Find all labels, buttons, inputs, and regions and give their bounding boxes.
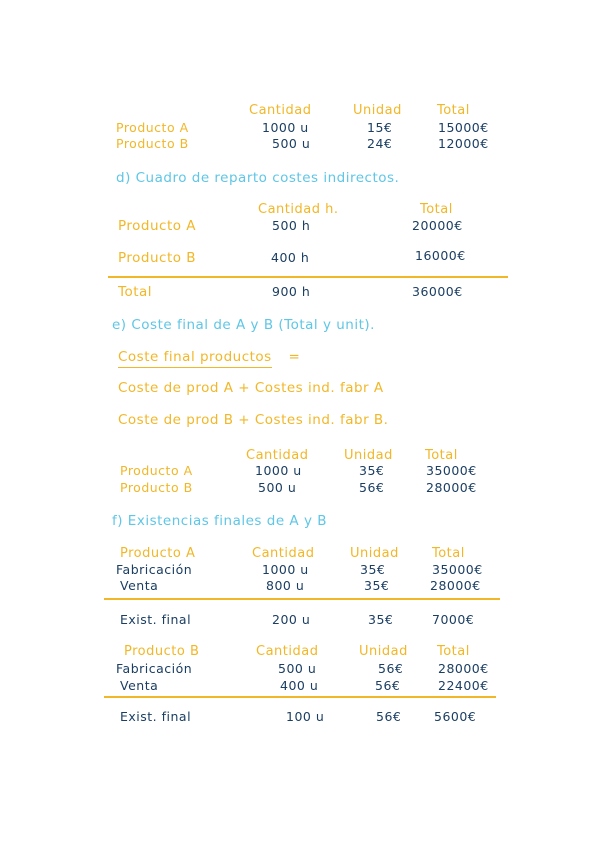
row-label: Producto B: [120, 480, 193, 495]
col-header-unidad: Unidad: [344, 448, 393, 463]
row-label: Producto A: [120, 463, 193, 478]
section-title-f: f) Existencias finales de A y B: [112, 513, 327, 529]
cell-total: 15000€: [438, 120, 489, 135]
col-header-total: Total: [437, 644, 470, 659]
cell-unidad: 35€: [368, 612, 394, 627]
cell-unidad: 35€: [359, 463, 385, 478]
col-header-cantidad: Cantidad: [246, 448, 309, 463]
section-title-d: d) Cuadro de reparto costes indirectos.: [116, 170, 400, 186]
col-header-total: Total: [425, 448, 458, 463]
cell-total: 16000€: [415, 248, 466, 263]
cell-cantidad: 1000 u: [255, 463, 302, 478]
row-label: Fabricación: [116, 562, 193, 577]
col-header-total: Total: [432, 546, 465, 561]
cell-total: 7000€: [432, 612, 475, 627]
exist-final-label: Exist. final: [120, 709, 192, 724]
cell-unidad: 35€: [360, 562, 386, 577]
cell-cantidad: 900 h: [272, 284, 311, 299]
product-a-divider: [104, 598, 500, 600]
product-b-header: Producto B: [124, 644, 200, 659]
formula-a: Coste de prod A + Costes ind. fabr A: [118, 380, 384, 396]
cell-cantidad: 400 u: [280, 678, 319, 693]
row-label: Fabricación: [116, 661, 193, 676]
exist-final-label: Exist. final: [120, 612, 192, 627]
cell-cantidad: 200 u: [272, 612, 311, 627]
cell-total: 28000€: [430, 578, 481, 593]
cell-total: 28000€: [426, 480, 477, 495]
cell-unidad: 24€: [367, 136, 393, 151]
cell-cantidad: 1000 u: [262, 120, 309, 135]
cell-total: 12000€: [438, 136, 489, 151]
row-label: Venta: [120, 678, 159, 693]
row-label: Venta: [120, 578, 159, 593]
cell-cantidad: 1000 u: [262, 562, 309, 577]
row-label: Producto B: [116, 136, 189, 151]
col-header-cantidad: Cantidad: [249, 103, 312, 118]
product-b-divider: [104, 696, 496, 698]
cell-total: 35000€: [426, 463, 477, 478]
col-header-unidad: Unidad: [353, 103, 402, 118]
col-header-cantidad-h: Cantidad h.: [258, 202, 339, 217]
col-header-cantidad: Cantidad: [252, 546, 315, 561]
formula-b: Coste de prod B + Costes ind. fabr B.: [118, 412, 389, 428]
cell-total: 5600€: [434, 709, 477, 724]
cell-unidad: 35€: [364, 578, 390, 593]
row-label: Producto A: [116, 120, 189, 135]
cell-unidad: 56€: [376, 709, 402, 724]
cell-cantidad: 500 u: [272, 136, 311, 151]
col-header-total: Total: [420, 202, 453, 217]
cell-cantidad: 500 h: [272, 218, 311, 233]
col-header-total: Total: [437, 103, 470, 118]
cell-total: 28000€: [438, 661, 489, 676]
section-title-e: e) Coste final de A y B (Total y unit).: [112, 317, 375, 333]
cell-cantidad: 400 h: [271, 250, 310, 265]
total-label: Total: [118, 284, 153, 300]
cell-cantidad: 100 u: [286, 709, 325, 724]
row-label: Producto B: [118, 250, 197, 266]
cell-cantidad: 800 u: [266, 578, 305, 593]
cell-unidad: 56€: [359, 480, 385, 495]
col-header-unidad: Unidad: [350, 546, 399, 561]
product-a-header: Producto A: [120, 546, 196, 561]
cell-total: 22400€: [438, 678, 489, 693]
cell-unidad: 56€: [375, 678, 401, 693]
cell-cantidad: 500 u: [258, 480, 297, 495]
cell-total: 20000€: [412, 218, 463, 233]
equals-sign: =: [288, 349, 301, 365]
col-header-cantidad: Cantidad: [256, 644, 319, 659]
col-header-unidad: Unidad: [359, 644, 408, 659]
subtitle-text: Coste final productos: [118, 349, 272, 368]
total-divider: [108, 276, 508, 278]
cell-total: 35000€: [432, 562, 483, 577]
cell-unidad: 56€: [378, 661, 404, 676]
cell-unidad: 15€: [367, 120, 393, 135]
cell-total: 36000€: [412, 284, 463, 299]
subtitle-coste-final: [118, 351, 300, 365]
row-label: Producto A: [118, 218, 197, 234]
cell-cantidad: 500 u: [278, 661, 317, 676]
